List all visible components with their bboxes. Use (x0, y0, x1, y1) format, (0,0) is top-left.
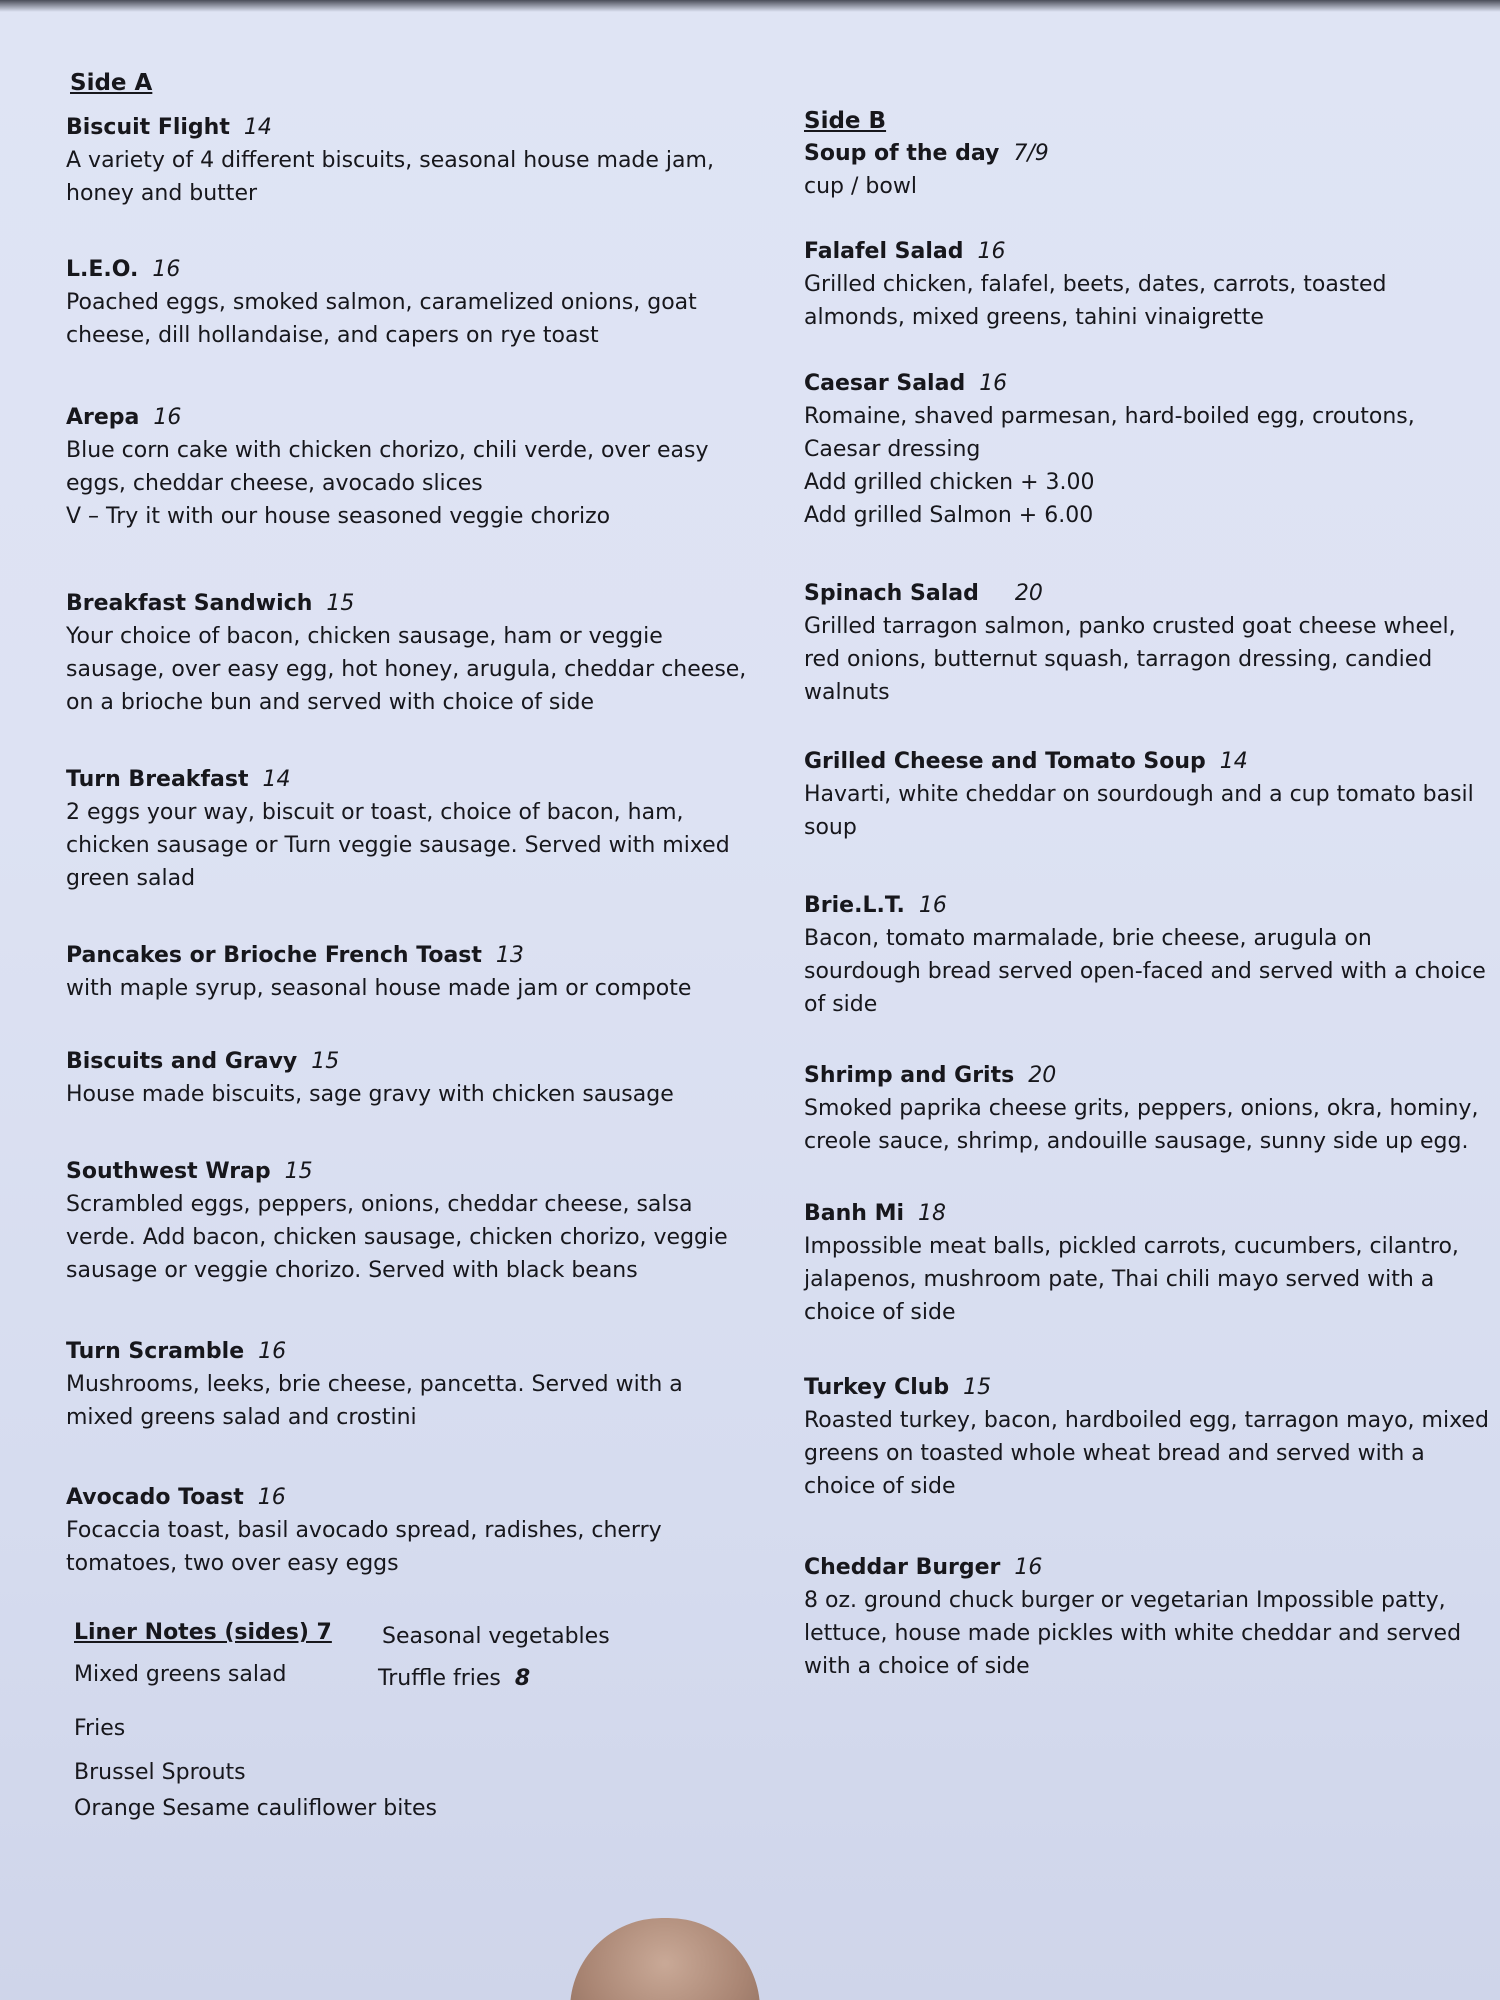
menu-item (66, 402, 746, 533)
menu-item (66, 588, 746, 719)
item-price: 15 (311, 1049, 340, 1074)
item-title: Banh Mi (804, 1201, 905, 1226)
item-desc-line: on a brioche bun and served with choice of side (66, 690, 594, 715)
item-desc-line: Impossible meat balls, pickled carrots, cucumbers, cilantro, (804, 1234, 1459, 1259)
side-item: Fries (74, 1716, 126, 1741)
item-desc-line: Mushrooms, leeks, brie cheese, pancetta. Served with a (66, 1372, 683, 1397)
item-price: 16 (153, 405, 182, 430)
item-title: Avocado Toast (66, 1485, 244, 1510)
item-price: 16 (918, 893, 947, 918)
menu-item (66, 1156, 746, 1287)
menu-item (804, 138, 1464, 203)
side-item-name: Truffle fries (378, 1666, 501, 1691)
item-desc-line: almonds, mixed greens, tahini vinaigrette (804, 305, 1264, 330)
menu-item (804, 236, 1464, 334)
menu-item (804, 1198, 1464, 1329)
page-top-shadow (0, 0, 1500, 12)
item-desc-line: walnuts (804, 680, 890, 705)
item-price: 16 (977, 239, 1006, 264)
item-desc-line: Romaine, shaved parmesan, hard-boiled egg, croutons, (804, 404, 1415, 429)
item-price: 16 (258, 1339, 287, 1364)
side-item-price: 8 (514, 1666, 531, 1691)
side-item-truffle-fries (378, 1666, 530, 1691)
menu-item (66, 1482, 746, 1580)
item-title: Turkey Club (804, 1375, 950, 1400)
item-price: 7/9 (1013, 141, 1049, 166)
item-title: Caesar Salad (804, 371, 966, 396)
item-title: Southwest Wrap (66, 1159, 271, 1184)
menu-item (66, 940, 746, 1005)
menu-item (804, 746, 1474, 844)
item-desc-line: creole sauce, shrimp, andouille sausage, sunny side up egg. (804, 1129, 1469, 1154)
item-title: Spinach Salad (804, 581, 979, 606)
item-title: Arepa (66, 405, 140, 430)
menu-item (66, 1336, 746, 1434)
item-desc-line: Caesar dressing (804, 437, 981, 462)
item-desc-line: lettuce, house made pickles with white cheddar and served (804, 1621, 1462, 1646)
item-desc-line: with maple syrup, seasonal house made jam or compote (66, 976, 692, 1001)
item-price: 13 (495, 943, 524, 968)
menu-item (804, 1372, 1489, 1503)
menu-item (66, 112, 746, 210)
menu-item (66, 254, 746, 352)
item-price: 15 (284, 1159, 313, 1184)
item-desc-line: with a choice of side (804, 1654, 1030, 1679)
item-desc-line: greens on toasted whole wheat bread and served with a (804, 1441, 1425, 1466)
item-title: Breakfast Sandwich (66, 591, 313, 616)
item-desc-line: Havarti, white cheddar on sourdough and a cup tomato basil (804, 782, 1474, 807)
side-item: Mixed greens salad (74, 1662, 287, 1687)
item-price: 16 (979, 371, 1008, 396)
item-desc-line: Smoked paprika cheese grits, peppers, onions, okra, hominy, (804, 1096, 1479, 1121)
item-title: Biscuit Flight (66, 115, 230, 140)
item-desc-line: green salad (66, 866, 196, 891)
item-desc-line: Scrambled eggs, peppers, onions, cheddar cheese, salsa (66, 1192, 693, 1217)
item-price: 16 (1014, 1555, 1043, 1580)
item-desc-line: choice of side (804, 1300, 956, 1325)
item-desc-line: Grilled tarragon salmon, panko crusted goat cheese wheel, (804, 614, 1456, 639)
item-price: 14 (243, 115, 272, 140)
side-item: Seasonal vegetables (382, 1624, 610, 1649)
item-desc-line: cup / bowl (804, 174, 917, 199)
item-title: Turn Scramble (66, 1339, 245, 1364)
item-desc-line: Poached eggs, smoked salmon, caramelized onions, goat (66, 290, 697, 315)
side-item: Brussel Sprouts (74, 1760, 246, 1785)
item-title: Turn Breakfast (66, 767, 249, 792)
thumb-holding-page (570, 1918, 760, 2000)
item-desc-line: House made biscuits, sage gravy with chicken sausage (66, 1082, 674, 1107)
item-desc-line: honey and butter (66, 181, 258, 206)
item-title: Soup of the day (804, 141, 1000, 166)
menu-item (804, 890, 1486, 1021)
item-title: Shrimp and Grits (804, 1063, 1015, 1088)
item-desc-line: choice of side (804, 1474, 956, 1499)
item-desc-line: sourdough bread served open-faced and served with a choice (804, 959, 1486, 984)
item-desc-line: eggs, cheddar cheese, avocado slices (66, 471, 483, 496)
item-desc-line: V – Try it with our house seasoned veggie chorizo (66, 504, 611, 529)
item-title: Brie.L.T. (804, 893, 905, 918)
item-desc-line: 8 oz. ground chuck burger or vegetarian Impossible patty, (804, 1588, 1446, 1613)
item-desc-line: chicken sausage or Turn veggie sausage. Served with mixed (66, 833, 730, 858)
item-price: 16 (257, 1485, 286, 1510)
item-desc-line: cheese, dill hollandaise, and capers on rye toast (66, 323, 599, 348)
item-price: 15 (963, 1375, 992, 1400)
item-desc-line: A variety of 4 different biscuits, seasonal house made jam, (66, 148, 714, 173)
item-desc-line: Add grilled Salmon + 6.00 (804, 503, 1094, 528)
liner-notes-title: Liner Notes (sides) 7 (74, 1620, 332, 1645)
menu-item (66, 1046, 746, 1111)
item-title: Biscuits and Gravy (66, 1049, 298, 1074)
item-price: 18 (918, 1201, 947, 1226)
item-desc-line: of side (804, 992, 878, 1017)
item-desc-line: sausage, over easy egg, hot honey, arugula, cheddar cheese, (66, 657, 747, 682)
item-desc-line: Blue corn cake with chicken chorizo, chili verde, over easy (66, 438, 709, 463)
item-price: 16 (152, 257, 181, 282)
menu-item (804, 578, 1464, 709)
item-desc-line: sausage or veggie chorizo. Served with black beans (66, 1258, 638, 1283)
item-price: 20 (1014, 581, 1043, 606)
side-b-heading: Side B (804, 108, 887, 134)
item-price: 14 (262, 767, 291, 792)
item-desc-line: Grilled chicken, falafel, beets, dates, carrots, toasted (804, 272, 1387, 297)
item-desc-line: mixed greens salad and crostini (66, 1405, 417, 1430)
item-desc-line: Add grilled chicken + 3.00 (804, 470, 1095, 495)
item-desc-line: jalapenos, mushroom pate, Thai chili mayo served with a (804, 1267, 1435, 1292)
item-desc-line: Focaccia toast, basil avocado spread, radishes, cherry (66, 1518, 662, 1543)
item-desc-line: 2 eggs your way, biscuit or toast, choice of bacon, ham, (66, 800, 684, 825)
menu-item (804, 1060, 1479, 1158)
item-desc-line: red onions, butternut squash, tarragon dressing, candied (804, 647, 1433, 672)
menu-item (804, 368, 1464, 532)
item-title: Grilled Cheese and Tomato Soup (804, 749, 1206, 774)
item-title: Pancakes or Brioche French Toast (66, 943, 482, 968)
item-desc-line: tomatoes, two over easy eggs (66, 1551, 399, 1576)
side-a-heading: Side A (70, 70, 153, 96)
item-desc-line: verde. Add bacon, chicken sausage, chicken chorizo, veggie (66, 1225, 728, 1250)
item-desc-line: Roasted turkey, bacon, hardboiled egg, tarragon mayo, mixed (804, 1408, 1489, 1433)
item-desc-line: Your choice of bacon, chicken sausage, ham or veggie (66, 624, 663, 649)
menu-item (804, 1552, 1464, 1683)
item-title: Cheddar Burger (804, 1555, 1001, 1580)
item-price: 15 (326, 591, 355, 616)
item-desc-line: soup (804, 815, 857, 840)
item-price: 20 (1028, 1063, 1057, 1088)
item-desc-line: Bacon, tomato marmalade, brie cheese, arugula on (804, 926, 1372, 951)
item-price: 14 (1219, 749, 1248, 774)
item-title: L.E.O. (66, 257, 139, 282)
item-title: Falafel Salad (804, 239, 964, 264)
side-item: Orange Sesame cauliflower bites (74, 1796, 438, 1821)
menu-item (66, 764, 746, 895)
